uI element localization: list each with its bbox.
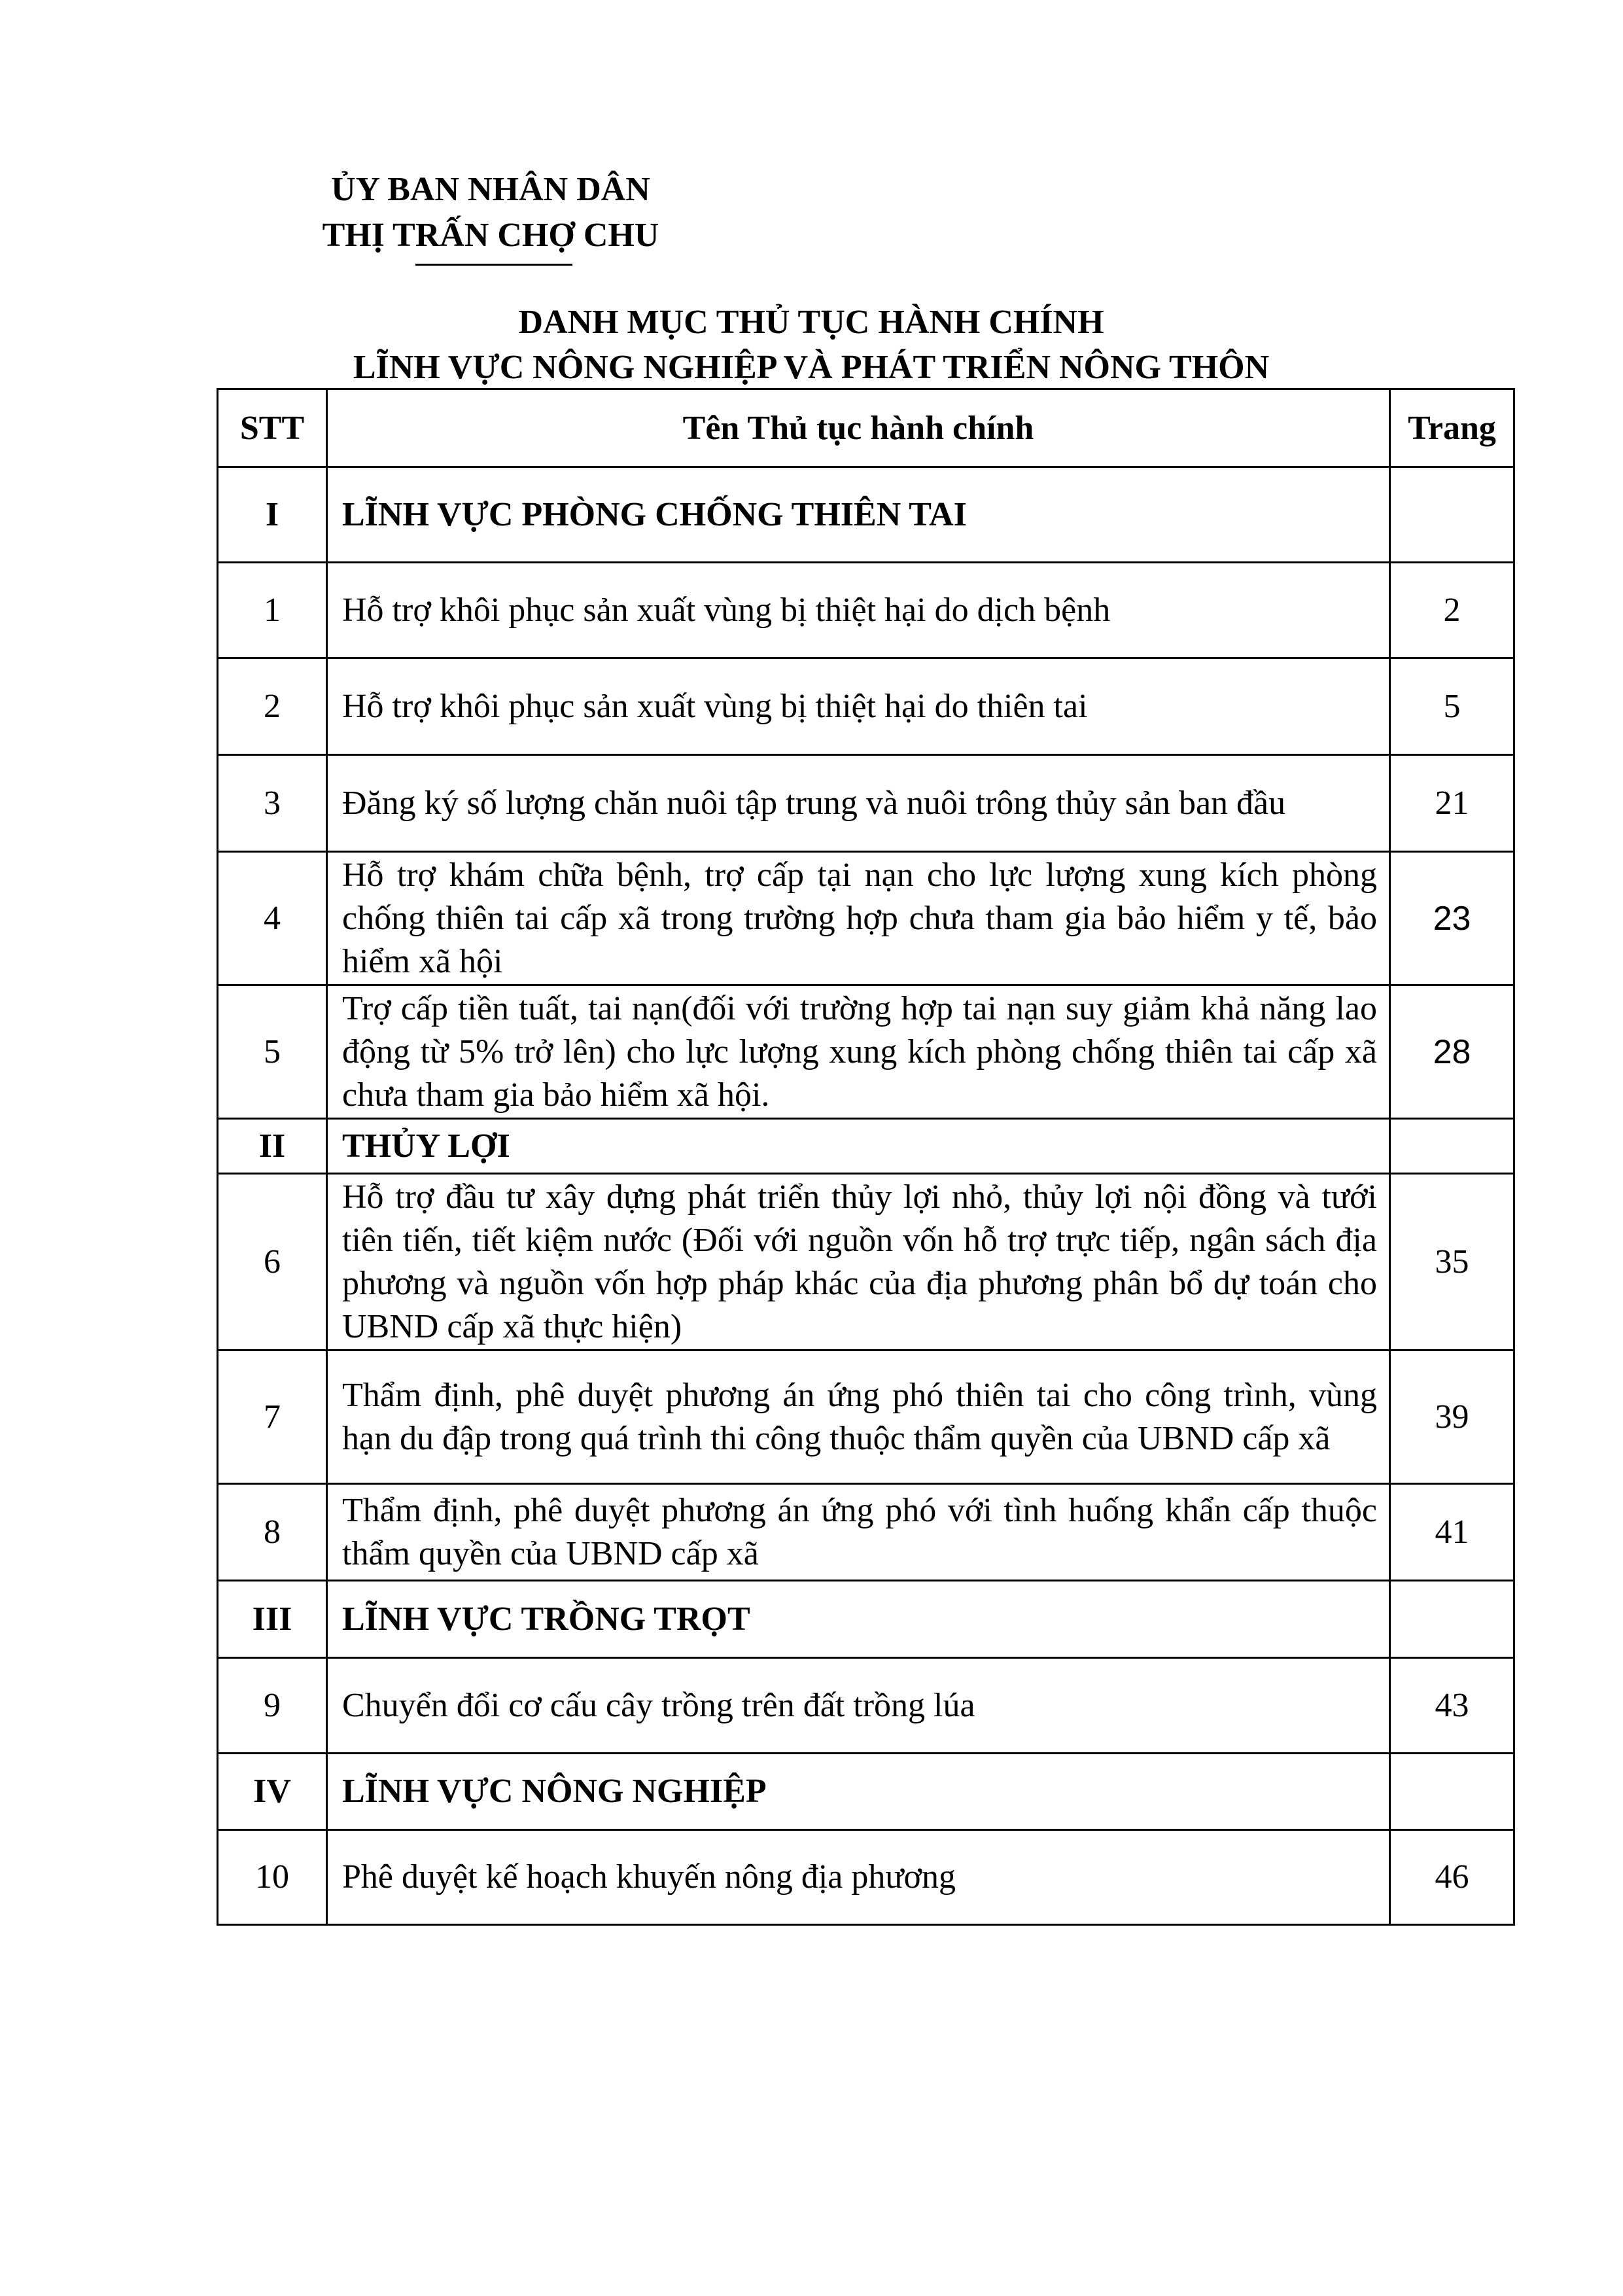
agency-underline	[415, 264, 572, 266]
table-header-row	[218, 389, 1514, 467]
row-stt: 2	[218, 658, 327, 755]
row-stt: I	[218, 467, 327, 563]
section-row	[218, 1119, 1514, 1174]
section-title: LĨNH VỰC TRỒNG TRỌT	[327, 1581, 1390, 1658]
procedure-name: Thẩm định, phê duyệt phương án ứng phó thiên tai cho công trình, vùng hạn du đập trong quá trình thi công thuộc thẩm quyền của UBND cấp xã	[327, 1351, 1390, 1484]
procedure-name: Phê duyệt kế hoạch khuyến nông địa phương	[327, 1830, 1390, 1925]
header-stt: STT	[218, 389, 327, 467]
row-page: 21	[1390, 755, 1514, 852]
row-stt: 3	[218, 755, 327, 852]
table-row	[218, 1484, 1514, 1581]
document-title-line-2: LĨNH VỰC NÔNG NGHIỆP VÀ PHÁT TRIỂN NÔNG THÔN	[353, 349, 1270, 386]
table-row	[218, 1658, 1514, 1754]
agency-unit: THỊ TRẤN CHỢ CHU	[322, 217, 659, 254]
row-page: 43	[1390, 1658, 1514, 1754]
row-page	[1390, 1119, 1514, 1174]
row-page: 23	[1390, 852, 1514, 985]
procedure-name: Thẩm định, phê duyệt phương án ứng phó với tình huống khẩn cấp thuộc thẩm quyền của UBND cấp xã	[327, 1484, 1390, 1581]
row-stt: 8	[218, 1484, 327, 1581]
agency-name: ỦY BAN NHÂN DÂN	[331, 171, 650, 208]
row-page: 41	[1390, 1484, 1514, 1581]
row-page	[1390, 1581, 1514, 1658]
section-title: THỦY LỢI	[327, 1119, 1390, 1174]
row-stt: 9	[218, 1658, 327, 1754]
section-title: LĨNH VỰC PHÒNG CHỐNG THIÊN TAI	[327, 467, 1390, 563]
row-stt: 1	[218, 563, 327, 658]
document-title-line-1: DANH MỤC THỦ TỤC HÀNH CHÍNH	[518, 304, 1104, 341]
row-stt: III	[218, 1581, 327, 1658]
row-stt: 7	[218, 1351, 327, 1484]
procedure-name: Hỗ trợ khôi phục sản xuất vùng bị thiệt hại do dịch bệnh	[327, 563, 1390, 658]
header-procedure-name: Tên Thủ tục hành chính	[327, 389, 1390, 467]
table-row	[218, 985, 1514, 1119]
row-page: 2	[1390, 563, 1514, 658]
table-row	[218, 1351, 1514, 1484]
table-row	[218, 1830, 1514, 1925]
table-row	[218, 755, 1514, 852]
header-page: Trang	[1390, 389, 1514, 467]
table-row	[218, 852, 1514, 985]
section-row	[218, 1754, 1514, 1830]
row-stt: 5	[218, 985, 327, 1119]
row-page: 28	[1390, 985, 1514, 1119]
row-stt: II	[218, 1119, 327, 1174]
row-page: 39	[1390, 1351, 1514, 1484]
section-title: LĨNH VỰC NÔNG NGHIỆP	[327, 1754, 1390, 1830]
row-page: 35	[1390, 1174, 1514, 1351]
procedure-table	[217, 388, 1515, 1926]
procedure-name: Chuyển đổi cơ cấu cây trồng trên đất trồng lúa	[327, 1658, 1390, 1754]
procedure-name: Hỗ trợ đầu tư xây dựng phát triển thủy lợi nhỏ, thủy lợi nội đồng và tưới tiên tiến, tiết kiệm nước (Đối với nguồn vốn hỗ trợ trực tiếp, ngân sách địa phương và nguồn vốn hợp pháp khác của địa phương phân bổ dự toán cho UBND cấp xã thực hiện)	[327, 1174, 1390, 1351]
row-page: 46	[1390, 1830, 1514, 1925]
procedure-name: Hỗ trợ khôi phục sản xuất vùng bị thiệt hại do thiên tai	[327, 658, 1390, 755]
procedure-name: Hỗ trợ khám chữa bệnh, trợ cấp tại nạn cho lực lượng xung kích phòng chống thiên tai cấp xã trong trường hợp chưa tham gia bảo hiểm y tế, bảo hiểm xã hội	[327, 852, 1390, 985]
row-stt: 4	[218, 852, 327, 985]
row-page	[1390, 467, 1514, 563]
section-row	[218, 1581, 1514, 1658]
row-page: 5	[1390, 658, 1514, 755]
agency-header	[294, 167, 687, 258]
section-row	[218, 467, 1514, 563]
table-row	[218, 658, 1514, 755]
procedure-name: Trợ cấp tiền tuất, tai nạn(đối với trường hợp tai nạn suy giảm khả năng lao động từ 5% trở lên) cho lực lượng xung kích phòng chống thiên tai cấp xã chưa tham gia bảo hiểm xã hội.	[327, 985, 1390, 1119]
table-row	[218, 563, 1514, 658]
row-stt: IV	[218, 1754, 327, 1830]
row-stt: 10	[218, 1830, 327, 1925]
row-page	[1390, 1754, 1514, 1830]
document-title	[196, 300, 1426, 390]
table-row	[218, 1174, 1514, 1351]
procedure-name: Đăng ký số lượng chăn nuôi tập trung và nuôi trông thủy sản ban đầu	[327, 755, 1390, 852]
row-stt: 6	[218, 1174, 327, 1351]
